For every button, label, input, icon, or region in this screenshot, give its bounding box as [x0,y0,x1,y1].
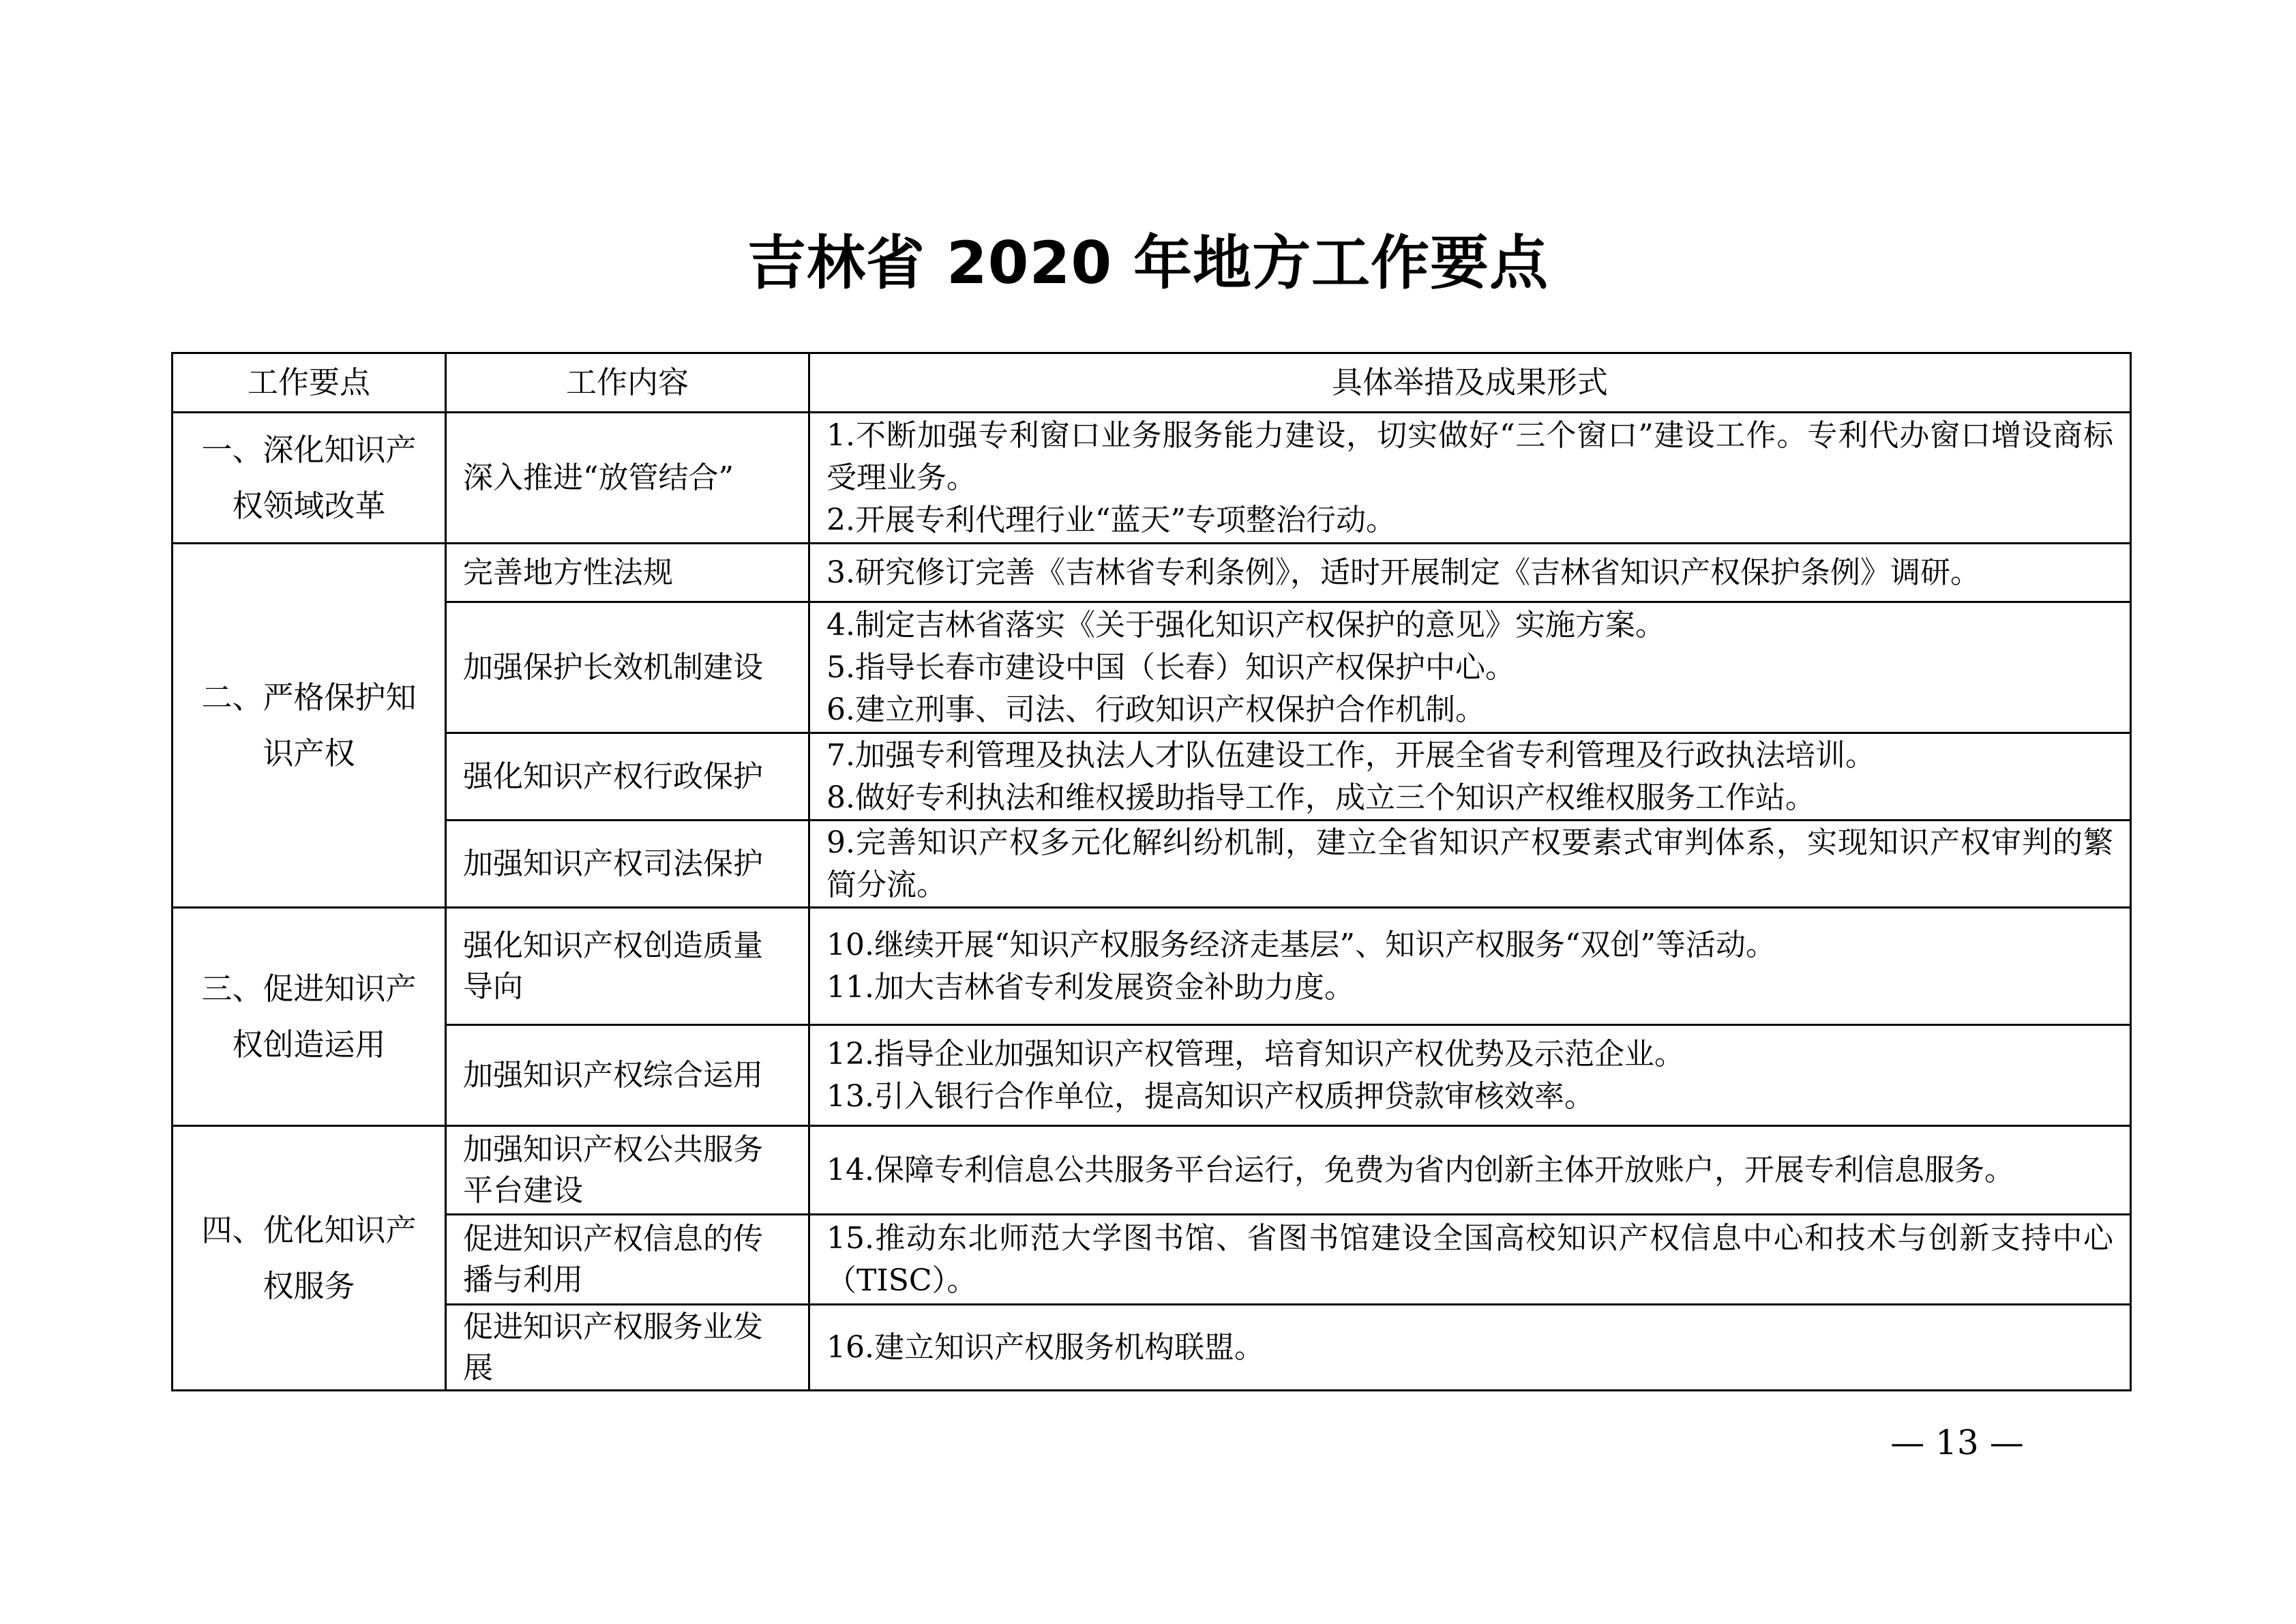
table-row [173,821,2131,908]
table-row [173,1126,2131,1215]
header-work-content: 工作内容 [446,353,809,413]
table-header-row [173,353,2131,413]
measures-cell [809,544,2131,602]
measures-cell [809,1305,2131,1391]
measure-item: 10.继续开展“知识产权服务经济走基层”、知识产权服务“双创”等活动。 [826,927,1776,962]
measures-cell [809,413,2131,544]
measures-cell [809,733,2131,821]
measure-item: 3.研究修订完善《吉林省专利条例》，适时开展制定《吉林省知识产权保护条例》调研。 [826,555,1980,590]
work-content-cell: 强化知识产权行政保护 [446,733,809,821]
measure-item: 9.完善知识产权多元化解纠纷机制，建立全省知识产权要素式审判体系，实现知识产权审判的繁简分流。 [826,825,2113,902]
measure-item: 5.指导长春市建设中国（长春）知识产权保护中心。 [826,649,1515,685]
measure-item: 1.不断加强专利窗口业务服务能力建设，切实做好“三个窗口”建设工作。专利代办窗口增设商标受理业务。 [826,417,2113,495]
measure-item: 12.指导企业加强知识产权管理，培育知识产权优势及示范企业。 [826,1036,1684,1072]
measure-item: 4.制定吉林省落实《关于强化知识产权保护的意见》实施方案。 [826,607,1665,643]
work-points-table [171,352,2132,1391]
work-content-cell: 加强知识产权司法保护 [446,821,809,908]
table-row [173,544,2131,602]
work-point-cell: 一、深化知识产权领域改革 [173,413,446,544]
work-content-cell: 加强知识产权综合运用 [446,1025,809,1126]
work-content-cell: 深入推进“放管结合” [446,413,809,544]
work-content-cell: 加强知识产权公共服务平台建设 [446,1126,809,1215]
measures-cell [809,1215,2131,1305]
measure-item: 11.加大吉林省专利发展资金补助力度。 [826,969,1354,1005]
measure-item: 7.加强专利管理及执法人才队伍建设工作，开展全省专利管理及行政执法培训。 [826,737,1875,773]
table-row [173,602,2131,733]
work-content-cell: 加强保护长效机制建设 [446,602,809,733]
page-number: — 13 — [1890,1423,2024,1462]
table-row [173,733,2131,821]
measures-cell [809,1025,2131,1126]
table-row [173,1025,2131,1126]
measures-cell [809,602,2131,733]
header-measures: 具体举措及成果形式 [809,353,2131,413]
measure-item: 16.建立知识产权服务机构联盟。 [826,1329,1264,1365]
measure-item: 13.引入银行合作单位，提高知识产权质押贷款审核效率。 [826,1078,1594,1114]
measure-item: 6.建立刑事、司法、行政知识产权保护合作机制。 [826,692,1485,727]
work-point-cell: 二、严格保护知识产权 [173,544,446,908]
work-content-cell: 促进知识产权信息的传播与利用 [446,1215,809,1305]
measure-item: 2.开展专利代理行业“蓝天”专项整治行动。 [826,502,1396,537]
measure-item: 15.推动东北师范大学图书馆、省图书馆建设全国高校知识产权信息中心和技术与创新支持中心（TISC）。 [826,1220,2113,1298]
table-row [173,1305,2131,1391]
measure-item: 14.保障专利信息公共服务平台运行，免费为省内创新主体开放账户，开展专利信息服务。 [826,1152,2014,1187]
table-row [173,1215,2131,1305]
work-point-cell: 三、促进知识产权创造运用 [173,908,446,1126]
work-point-cell: 四、优化知识产权服务 [173,1126,446,1391]
header-work-point: 工作要点 [173,353,446,413]
table-row [173,413,2131,544]
measure-item: 8.做好专利执法和维权援助指导工作，成立三个知识产权维权服务工作站。 [826,780,1815,815]
measures-cell [809,908,2131,1025]
table-row [173,908,2131,1025]
measures-cell [809,821,2131,908]
page-title: 吉林省 2020 年地方工作要点 [747,229,1549,297]
work-content-cell: 促进知识产权服务业发展 [446,1305,809,1391]
measures-cell [809,1126,2131,1215]
work-content-cell: 完善地方性法规 [446,544,809,602]
work-content-cell: 强化知识产权创造质量导向 [446,908,809,1025]
